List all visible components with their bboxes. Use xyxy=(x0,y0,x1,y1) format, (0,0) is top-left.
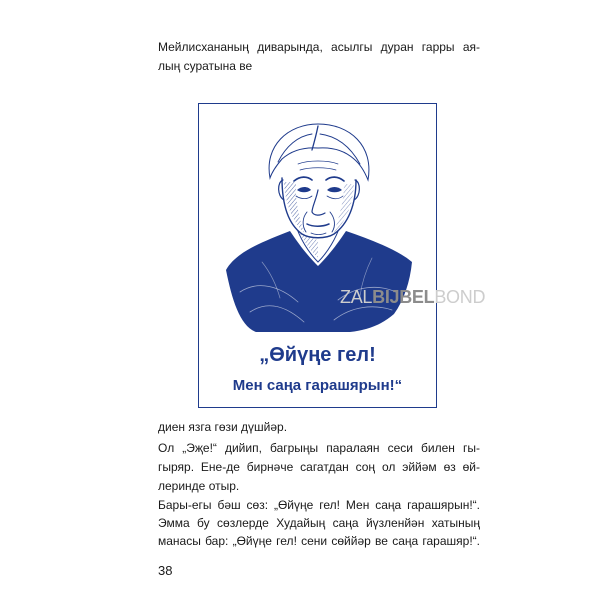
portrait-face xyxy=(279,140,360,238)
picture-caption-line-2: Мен саңа гарашярын!“ xyxy=(232,377,403,394)
paragraph-2-line-1: Ол „Эҗе!“ дийип, багрыңы паралаян сеси билен гы- xyxy=(158,441,480,455)
watermark-part-2: BIJBEL xyxy=(372,287,435,307)
paragraph-3-line-3: манасы бар: „Өйүңе гел! сени сөййәр ве саңа гарашяр!“. xyxy=(158,534,480,548)
paragraph-2-line-3: леринде отыр. xyxy=(158,479,240,493)
intro-line-1: Мейлисхананың диварында, асылгы дуран гарры ая- xyxy=(158,40,480,54)
paragraph-1-line-1: диен язга гөзи дүшйәр. xyxy=(158,420,288,434)
paragraph-3-line-1: Бары-егы бәш сөз: „Өйүңе гел! Мен саңа гарашярын!“. xyxy=(158,498,480,512)
picture-caption-line-1: „Өйүңе гел! xyxy=(259,344,376,366)
intro-line-2: лың суратына ве xyxy=(158,59,253,73)
page-number: 38 xyxy=(158,563,173,578)
watermark-part-3: BOND xyxy=(434,287,486,307)
watermark-logo xyxy=(340,287,485,307)
watermark-part-1: ZAL xyxy=(340,287,373,307)
paragraph-3-line-2: Эмма бу сөзлерде Худайың саңа йүзленйән хатының xyxy=(158,516,480,530)
paragraph-2-line-2: гыряр. Ене-де бирнәче сагатдан соң ол эййәм өз өй- xyxy=(158,460,480,474)
